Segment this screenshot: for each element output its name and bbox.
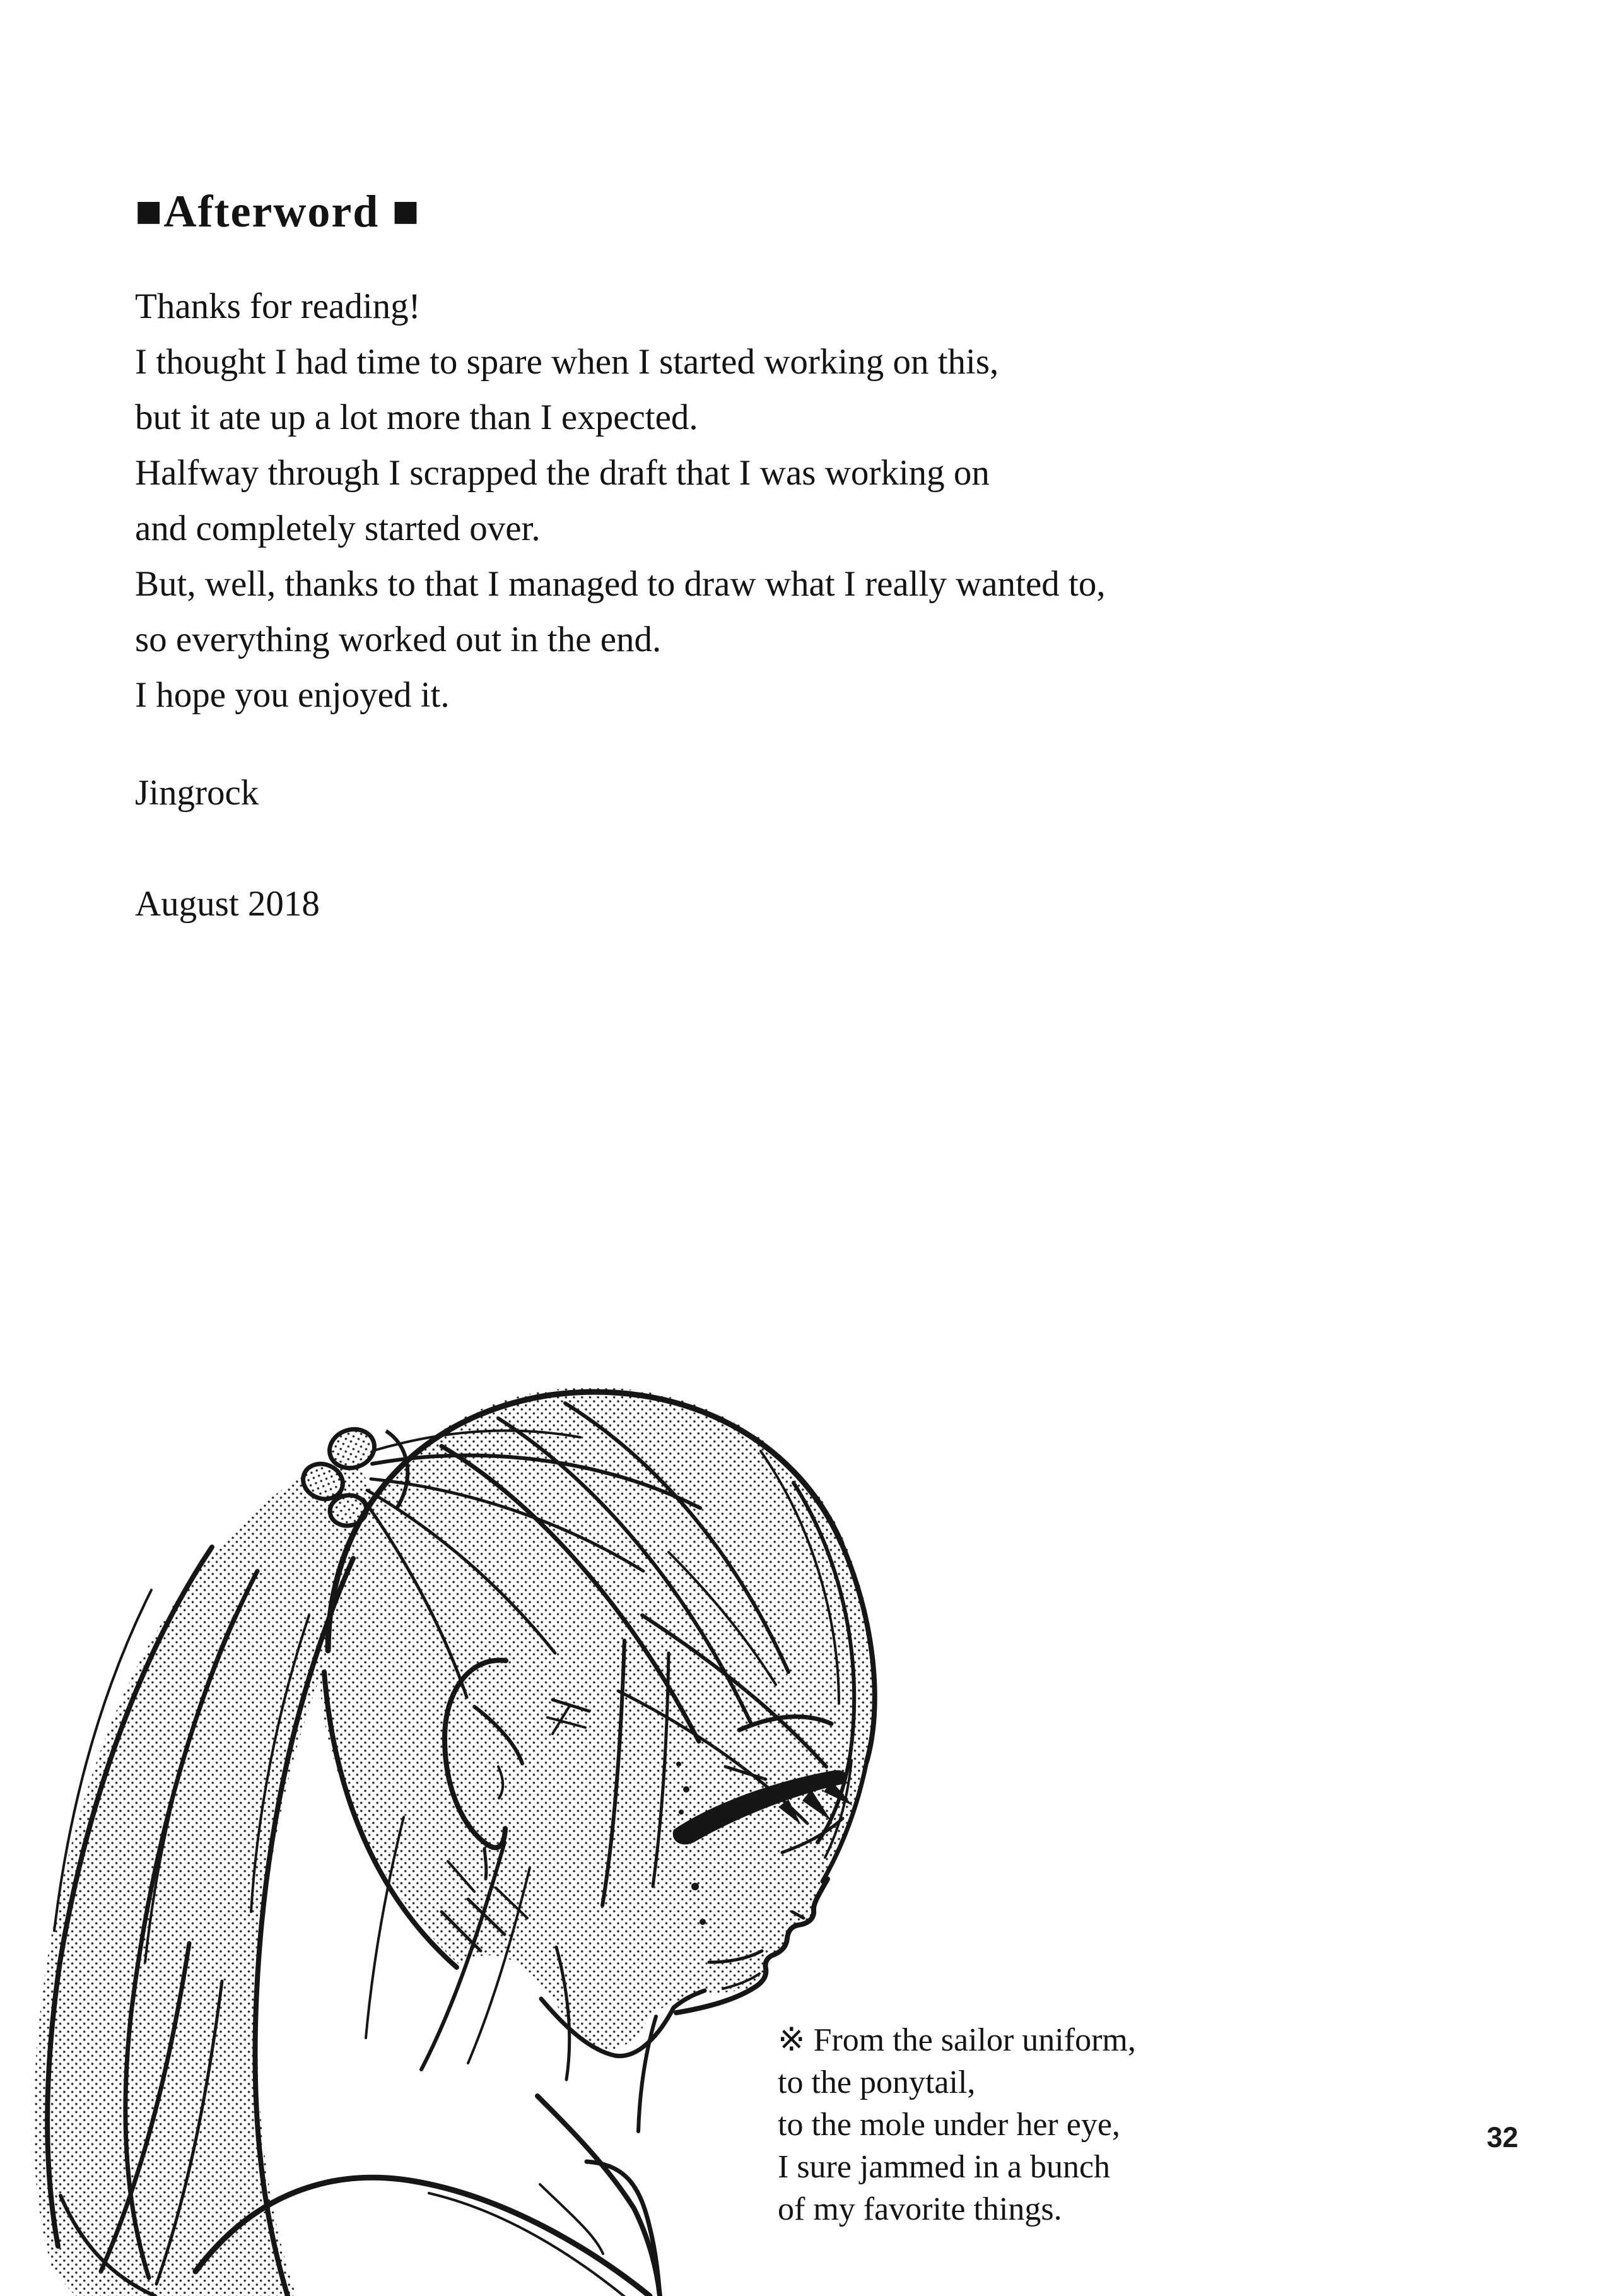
body-line: and completely started over. xyxy=(135,509,541,548)
body-line: Halfway through I scrapped the draft that I was working on xyxy=(135,453,990,493)
footnote-line: of my favorite things. xyxy=(778,2191,1062,2227)
footnote-line: to the mole under her eye, xyxy=(778,2107,1120,2143)
author-signature: Jingrock xyxy=(135,773,259,813)
page-title: ■Afterword ■ xyxy=(135,186,421,237)
body-line: but it ate up a lot more than I expected. xyxy=(135,397,698,437)
footnote-line: ※ From the sailor uniform, xyxy=(778,2022,1136,2058)
body-line: I thought I had time to spare when I started working on this, xyxy=(135,342,999,382)
page-number: 32 xyxy=(1486,2121,1519,2153)
footnote-line: I sure jammed in a bunch xyxy=(778,2149,1111,2185)
body-line: Thanks for reading! xyxy=(135,286,421,326)
publication-date: August 2018 xyxy=(135,884,320,924)
body-line: so everything worked out in the end. xyxy=(135,620,662,659)
footnote-line: to the ponytail, xyxy=(778,2064,976,2100)
footnote xyxy=(778,2019,1136,2230)
body-line: But, well, thanks to that I managed to draw what I really wanted to, xyxy=(135,564,1106,604)
afterword-body xyxy=(135,279,1106,723)
body-line: I hope you enjoyed it. xyxy=(135,675,450,715)
